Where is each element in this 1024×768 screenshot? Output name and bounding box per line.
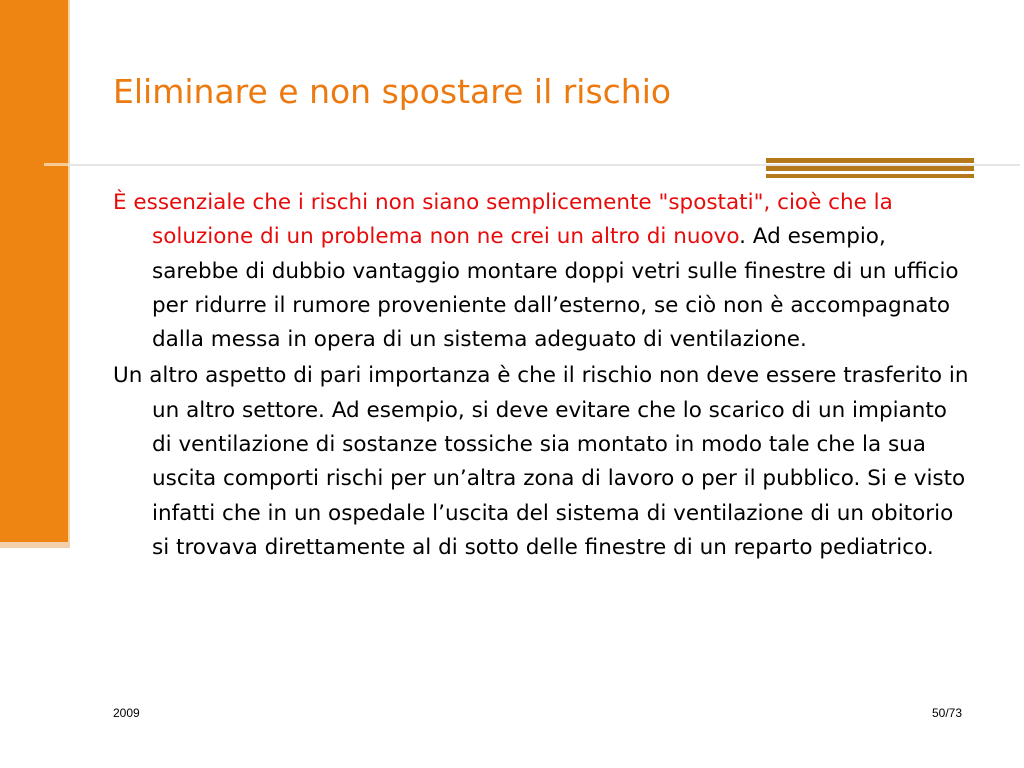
footer-page-number: 50/73 [931,706,962,720]
left-accent-bar-edge [68,0,70,548]
slide-title: Eliminare e non spostare il rischio [113,72,672,111]
decorative-lines [766,158,974,178]
paragraph-2-text: Un altro aspetto di pari importanza è che il rischio non deve essere trasferito in un altro settore. Ad esempio, si deve evitare che lo scarico di un impianto di ventilazione di sostanze tossiche sia montato in modo tale che la sua uscita comporti rischi per un’altra zona di lavoro o per il pubblico. Si e visto infatti che in un ospedale l’uscita del sistema di ventilazione di un obitorio si trovava direttamente al di sotto delle finestre di un reparto pediatrico. [113,363,969,560]
footer-year: 2009 [113,706,140,720]
left-accent-bar-foot [0,542,70,548]
paragraph-1-text: . Ad esempio, sarebbe di dubbio vantaggio montare doppi vetri sulle finestre di un ufficio per ridurre il rumore proveniente dall’esterno, se ciò non è accompagnato dalla messa in opera di un sistema adeguato di ventilazione. [152,224,959,353]
decorative-line [766,174,974,178]
left-accent-bar [0,0,68,542]
decorative-line [766,166,974,171]
slide-body [113,186,969,565]
paragraph-1 [113,186,969,357]
decorative-line [766,158,974,163]
paragraph-2 [113,359,969,565]
title-divider-notch [44,163,68,166]
paragraph-1-highlight: È essenziale che i rischi non siano semplicemente "spostati", cioè che la soluzione di un problema non ne crei un altro di nuovo [113,190,893,250]
